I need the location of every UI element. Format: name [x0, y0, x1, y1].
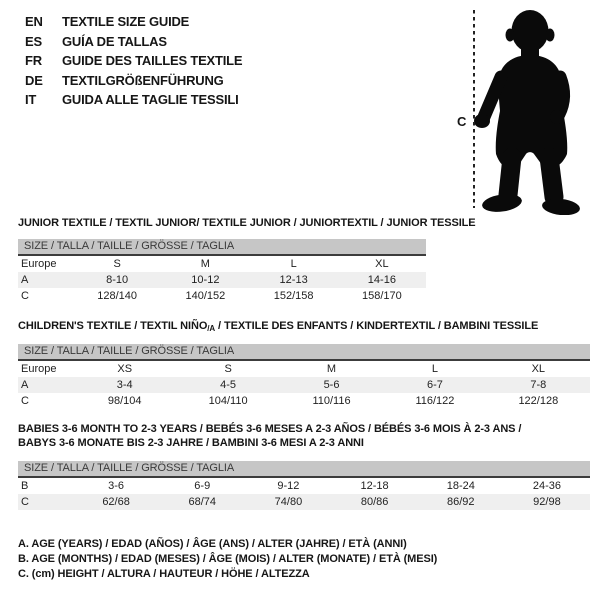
size-cell: L	[431, 363, 438, 375]
size-cell: XL	[375, 258, 389, 270]
lang-row-it	[25, 90, 242, 110]
children-size-table	[18, 344, 590, 409]
table-row	[18, 494, 590, 510]
age-cell: 12-13	[279, 274, 308, 286]
age-cell: 3-4	[116, 379, 133, 391]
language-title-list	[25, 12, 242, 110]
table-row	[18, 288, 426, 304]
size-header-row: SIZE / TALLA / TAILLE / GRÖSSE / TAGLIA	[18, 461, 590, 478]
age-cell: 14-16	[367, 274, 396, 286]
row-label: C	[21, 496, 29, 508]
title-text: / TEXTILE DES ENFANTS / KINDERTEXTIL / BAMBINI TESSILE	[215, 320, 539, 332]
legend-line-a: A. AGE (YEARS) / EDAD (AÑOS) / ÂGE (ANS) / ALTER (JAHRE) / ETÀ (ANNI)	[18, 538, 407, 550]
lang-code: ES	[25, 33, 42, 49]
lang-row-es	[25, 32, 242, 52]
lang-title: GUÍA DE TALLAS	[62, 33, 167, 49]
size-header-row: SIZE / TALLA / TAILLE / GRÖSSE / TAGLIA	[18, 344, 590, 361]
age-cell: 7-8	[530, 379, 547, 391]
lang-title: GUIDE DES TAILLES TEXTILE	[62, 53, 243, 68]
height-cell: 62/68	[102, 496, 130, 508]
row-label: Europe	[21, 258, 57, 270]
baby-silhouette-icon	[455, 5, 595, 215]
title-text: CHILDREN'S TEXTILE / TEXTIL NIÑO	[18, 320, 208, 332]
babies-size-table	[18, 461, 590, 510]
lang-title: TEXTILGRÖßENFÜHRUNG	[62, 72, 224, 88]
babies-section-title	[18, 423, 521, 450]
babies-title-line2: BABYS 3-6 MONATE BIS 2-3 JAHRE / BAMBINI 3-6 MESI A 2-3 ANNI	[18, 436, 364, 449]
measure-legend	[18, 537, 437, 582]
row-label: A	[21, 274, 29, 286]
height-cell: 110/116	[312, 395, 351, 407]
height-measure-label: C	[457, 114, 467, 129]
height-cell: 140/152	[185, 290, 226, 302]
lang-code: FR	[25, 53, 42, 68]
age-cell: 4-5	[220, 379, 237, 391]
height-cell: 152/158	[273, 290, 314, 302]
size-cell: S	[113, 258, 121, 270]
height-cell: 98/104	[107, 395, 142, 407]
junior-size-table	[18, 239, 426, 304]
children-section-title	[18, 320, 538, 336]
row-label: C	[21, 395, 29, 407]
row-label: C	[21, 290, 29, 302]
lang-code: DE	[25, 72, 43, 88]
row-label: Europe	[21, 363, 57, 375]
height-cell: 122/128	[518, 395, 559, 407]
age-cell: 3-6	[108, 480, 125, 492]
row-label: B	[21, 480, 29, 492]
table-row	[18, 377, 590, 393]
size-header-row: SIZE / TALLA / TAILLE / GRÖSSE / TAGLIA	[18, 239, 426, 256]
lang-code: IT	[25, 92, 37, 107]
height-cell: 86/92	[447, 496, 475, 508]
size-cell: S	[224, 363, 232, 375]
title-subscript: /A	[207, 324, 216, 333]
baby-height-figure	[455, 5, 595, 215]
legend-line-c: C. (cm) HEIGHT / ALTURA / HAUTEUR / HÖHE / ALTEZZA	[18, 568, 310, 580]
legend-line-b: B. AGE (MONTHS) / EDAD (MESES) / ÂGE (MOIS) / ALTER (MONATE) / ETÀ (MESI)	[18, 553, 438, 565]
age-cell: 6-7	[426, 379, 443, 391]
table-row	[18, 272, 426, 288]
age-cell: 18-24	[446, 480, 475, 492]
height-cell: 104/110	[208, 395, 248, 407]
lang-row-de	[25, 71, 242, 91]
size-cell: XS	[117, 363, 133, 375]
age-cell: 24-36	[532, 480, 562, 492]
height-cell: 80/86	[360, 496, 389, 508]
age-cell: 10-12	[191, 274, 220, 286]
table-row	[18, 478, 590, 494]
height-cell: 68/74	[188, 496, 217, 508]
size-cell: XL	[531, 363, 546, 375]
table-row	[18, 393, 590, 409]
size-cell: M	[200, 258, 210, 270]
row-label: A	[21, 379, 29, 391]
age-cell: 5-6	[323, 379, 340, 391]
lang-title: GUIDA ALLE TAGLIE TESSILI	[62, 92, 239, 107]
age-cell: 6-9	[194, 480, 211, 492]
height-cell: 116/122	[415, 395, 455, 407]
height-cell: 74/80	[274, 496, 303, 508]
size-cell: M	[326, 363, 337, 375]
table-row	[18, 361, 590, 377]
height-cell: 158/170	[361, 290, 402, 302]
size-cell: L	[290, 258, 297, 270]
table-row	[18, 256, 426, 272]
height-cell: 128/140	[97, 290, 137, 302]
lang-row-fr	[25, 51, 242, 71]
lang-title: TEXTILE SIZE GUIDE	[62, 14, 190, 29]
babies-title-line1: BABIES 3-6 MONTH TO 2-3 YEARS / BEBÉS 3-6 MESES A 2-3 AÑOS / BÉBÉS 3-6 MOIS À 2-3 ANS /	[18, 423, 522, 435]
lang-row-en	[25, 12, 242, 32]
age-cell: 12-18	[360, 480, 389, 492]
age-cell: 8-10	[106, 274, 129, 286]
junior-section-title: JUNIOR TEXTILE / TEXTIL JUNIOR/ TEXTILE JUNIOR / JUNIORTEXTIL / JUNIOR TESSILE	[18, 217, 476, 229]
height-cell: 92/98	[533, 496, 561, 508]
lang-code: EN	[25, 14, 43, 29]
age-cell: 9-12	[277, 480, 300, 492]
